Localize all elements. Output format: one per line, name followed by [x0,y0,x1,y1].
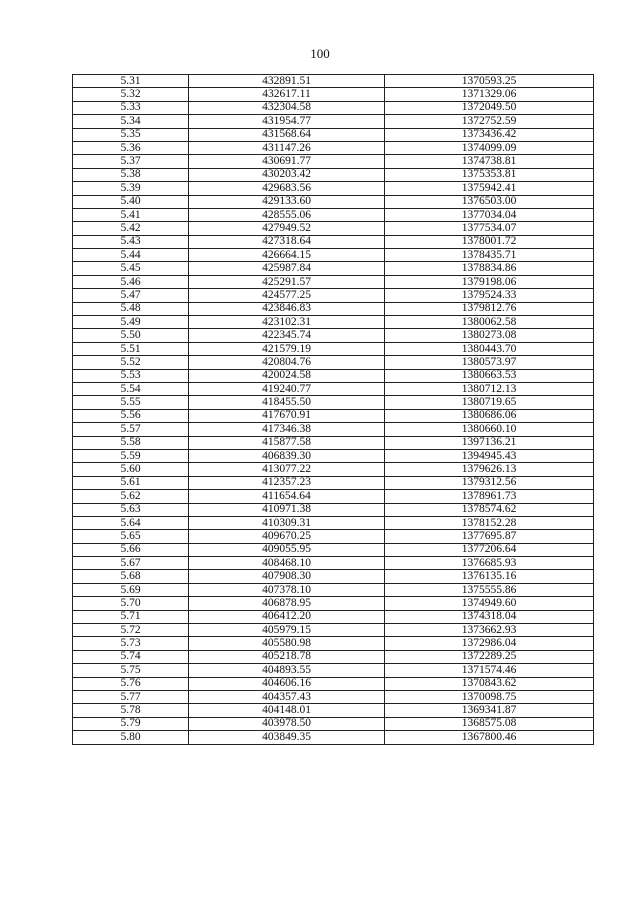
x-coordinate-cell: 405979.15 [189,624,385,637]
table-row [73,128,594,141]
x-coordinate-cell: 422345.74 [189,329,385,342]
x-coordinate-cell: 406839.30 [189,449,385,462]
point-number-cell: 5.71 [73,610,189,623]
x-coordinate-cell: 429133.60 [189,195,385,208]
y-coordinate-cell: 1377034.04 [385,208,594,221]
x-coordinate-cell: 427318.64 [189,235,385,248]
table-row [73,249,594,262]
x-coordinate-cell: 407378.10 [189,583,385,596]
point-number-cell: 5.41 [73,208,189,221]
x-coordinate-cell: 407908.30 [189,570,385,583]
y-coordinate-cell: 1380443.70 [385,342,594,355]
x-coordinate-cell: 431954.77 [189,115,385,128]
x-coordinate-cell: 423102.31 [189,316,385,329]
x-coordinate-cell: 415877.58 [189,436,385,449]
y-coordinate-cell: 1372986.04 [385,637,594,650]
x-coordinate-cell: 430203.42 [189,168,385,181]
point-number-cell: 5.39 [73,182,189,195]
y-coordinate-cell: 1370593.25 [385,75,594,88]
x-coordinate-cell: 418455.50 [189,396,385,409]
table-row [73,101,594,114]
x-coordinate-cell: 432304.58 [189,101,385,114]
table-row [73,275,594,288]
point-number-cell: 5.33 [73,101,189,114]
y-coordinate-cell: 1378574.62 [385,503,594,516]
point-number-cell: 5.54 [73,382,189,395]
point-number-cell: 5.57 [73,423,189,436]
y-coordinate-cell: 1378961.73 [385,490,594,503]
x-coordinate-cell: 411654.64 [189,490,385,503]
x-coordinate-cell: 424577.25 [189,289,385,302]
x-coordinate-cell: 417346.38 [189,423,385,436]
y-coordinate-cell: 1380062.58 [385,316,594,329]
x-coordinate-cell: 403849.35 [189,731,385,744]
table-row [73,664,594,677]
table-row [73,704,594,717]
y-coordinate-cell: 1376685.93 [385,557,594,570]
point-number-cell: 5.35 [73,128,189,141]
y-coordinate-cell: 1374099.09 [385,141,594,154]
table-row [73,356,594,369]
coordinates-table-body [73,75,594,745]
point-number-cell: 5.31 [73,75,189,88]
x-coordinate-cell: 421579.19 [189,342,385,355]
y-coordinate-cell: 1374318.04 [385,610,594,623]
x-coordinate-cell: 432891.51 [189,75,385,88]
table-row [73,490,594,503]
x-coordinate-cell: 412357.23 [189,476,385,489]
table-row [73,396,594,409]
point-number-cell: 5.42 [73,222,189,235]
x-coordinate-cell: 406412.20 [189,610,385,623]
point-number-cell: 5.52 [73,356,189,369]
point-number-cell: 5.46 [73,275,189,288]
point-number-cell: 5.45 [73,262,189,275]
x-coordinate-cell: 417670.91 [189,409,385,422]
y-coordinate-cell: 1379312.56 [385,476,594,489]
y-coordinate-cell: 1377695.87 [385,530,594,543]
x-coordinate-cell: 419240.77 [189,382,385,395]
x-coordinate-cell: 430691.77 [189,155,385,168]
y-coordinate-cell: 1380712.13 [385,382,594,395]
y-coordinate-cell: 1397136.21 [385,436,594,449]
table-row [73,436,594,449]
y-coordinate-cell: 1380663.53 [385,369,594,382]
x-coordinate-cell: 410971.38 [189,503,385,516]
table-row [73,677,594,690]
y-coordinate-cell: 1372752.59 [385,115,594,128]
x-coordinate-cell: 404357.43 [189,690,385,703]
y-coordinate-cell: 1378001.72 [385,235,594,248]
x-coordinate-cell: 409055.95 [189,543,385,556]
table-row [73,557,594,570]
x-coordinate-cell: 409670.25 [189,530,385,543]
y-coordinate-cell: 1379812.76 [385,302,594,315]
point-number-cell: 5.56 [73,409,189,422]
y-coordinate-cell: 1378152.28 [385,516,594,529]
y-coordinate-cell: 1371329.06 [385,88,594,101]
point-number-cell: 5.69 [73,583,189,596]
y-coordinate-cell: 1368575.08 [385,717,594,730]
point-number-cell: 5.76 [73,677,189,690]
table-row [73,382,594,395]
table-row [73,182,594,195]
table-row [73,423,594,436]
table-row [73,195,594,208]
point-number-cell: 5.49 [73,316,189,329]
y-coordinate-cell: 1379524.33 [385,289,594,302]
point-number-cell: 5.80 [73,731,189,744]
point-number-cell: 5.58 [73,436,189,449]
y-coordinate-cell: 1374949.60 [385,597,594,610]
table-row [73,329,594,342]
point-number-cell: 5.61 [73,476,189,489]
x-coordinate-cell: 425291.57 [189,275,385,288]
x-coordinate-cell: 408468.10 [189,557,385,570]
x-coordinate-cell: 428555.06 [189,208,385,221]
y-coordinate-cell: 1377534.07 [385,222,594,235]
x-coordinate-cell: 404606.16 [189,677,385,690]
x-coordinate-cell: 405580.98 [189,637,385,650]
y-coordinate-cell: 1378435.71 [385,249,594,262]
y-coordinate-cell: 1370098.75 [385,690,594,703]
table-row [73,503,594,516]
x-coordinate-cell: 432617.11 [189,88,385,101]
point-number-cell: 5.75 [73,664,189,677]
x-coordinate-cell: 403978.50 [189,717,385,730]
table-row [73,88,594,101]
point-number-cell: 5.74 [73,650,189,663]
point-number-cell: 5.51 [73,342,189,355]
point-number-cell: 5.43 [73,235,189,248]
y-coordinate-cell: 1380273.08 [385,329,594,342]
table-row [73,690,594,703]
point-number-cell: 5.36 [73,141,189,154]
table-row [73,449,594,462]
point-number-cell: 5.34 [73,115,189,128]
y-coordinate-cell: 1367800.46 [385,731,594,744]
y-coordinate-cell: 1376503.00 [385,195,594,208]
y-coordinate-cell: 1380719.65 [385,396,594,409]
x-coordinate-cell: 425987.84 [189,262,385,275]
y-coordinate-cell: 1370843.62 [385,677,594,690]
table-row [73,302,594,315]
table-row [73,289,594,302]
table-row [73,115,594,128]
x-coordinate-cell: 406878.95 [189,597,385,610]
point-number-cell: 5.63 [73,503,189,516]
point-number-cell: 5.55 [73,396,189,409]
y-coordinate-cell: 1375555.86 [385,583,594,596]
point-number-cell: 5.44 [73,249,189,262]
y-coordinate-cell: 1380660.10 [385,423,594,436]
x-coordinate-cell: 404148.01 [189,704,385,717]
table-row [73,409,594,422]
y-coordinate-cell: 1373662.93 [385,624,594,637]
x-coordinate-cell: 413077.22 [189,463,385,476]
y-coordinate-cell: 1372049.50 [385,101,594,114]
point-number-cell: 5.53 [73,369,189,382]
point-number-cell: 5.66 [73,543,189,556]
x-coordinate-cell: 404893.55 [189,664,385,677]
y-coordinate-cell: 1369341.87 [385,704,594,717]
point-number-cell: 5.70 [73,597,189,610]
y-coordinate-cell: 1376135.16 [385,570,594,583]
x-coordinate-cell: 423846.83 [189,302,385,315]
table-row [73,208,594,221]
y-coordinate-cell: 1377206.64 [385,543,594,556]
table-row [73,624,594,637]
y-coordinate-cell: 1375353.81 [385,168,594,181]
y-coordinate-cell: 1374738.81 [385,155,594,168]
table-row [73,369,594,382]
point-number-cell: 5.37 [73,155,189,168]
point-number-cell: 5.40 [73,195,189,208]
table-row [73,316,594,329]
table-row [73,731,594,744]
coordinates-table [72,74,594,745]
table-row [73,530,594,543]
table-row [73,155,594,168]
point-number-cell: 5.48 [73,302,189,315]
point-number-cell: 5.72 [73,624,189,637]
table-row [73,235,594,248]
point-number-cell: 5.78 [73,704,189,717]
x-coordinate-cell: 420804.76 [189,356,385,369]
point-number-cell: 5.77 [73,690,189,703]
y-coordinate-cell: 1380573.97 [385,356,594,369]
point-number-cell: 5.64 [73,516,189,529]
table-row [73,222,594,235]
table-row [73,141,594,154]
x-coordinate-cell: 420024.58 [189,369,385,382]
y-coordinate-cell: 1373436.42 [385,128,594,141]
point-number-cell: 5.68 [73,570,189,583]
x-coordinate-cell: 431568.64 [189,128,385,141]
table-row [73,168,594,181]
page-number: 100 [310,46,330,61]
table-row [73,75,594,88]
y-coordinate-cell: 1379626.13 [385,463,594,476]
x-coordinate-cell: 410309.31 [189,516,385,529]
y-coordinate-cell: 1378834.86 [385,262,594,275]
table-row [73,610,594,623]
point-number-cell: 5.73 [73,637,189,650]
table-row [73,516,594,529]
y-coordinate-cell: 1394945.43 [385,449,594,462]
point-number-cell: 5.67 [73,557,189,570]
point-number-cell: 5.38 [73,168,189,181]
table-row [73,597,594,610]
point-number-cell: 5.65 [73,530,189,543]
table-row [73,583,594,596]
point-number-cell: 5.32 [73,88,189,101]
table-row [73,543,594,556]
point-number-cell: 5.79 [73,717,189,730]
point-number-cell: 5.47 [73,289,189,302]
point-number-cell: 5.62 [73,490,189,503]
point-number-cell: 5.59 [73,449,189,462]
table-row [73,570,594,583]
x-coordinate-cell: 429683.56 [189,182,385,195]
point-number-cell: 5.60 [73,463,189,476]
table-row [73,342,594,355]
table-row [73,463,594,476]
table-row [73,717,594,730]
y-coordinate-cell: 1371574.46 [385,664,594,677]
table-row [73,476,594,489]
table-row [73,637,594,650]
y-coordinate-cell: 1375942.41 [385,182,594,195]
y-coordinate-cell: 1380686.06 [385,409,594,422]
y-coordinate-cell: 1372289.25 [385,650,594,663]
x-coordinate-cell: 405218.78 [189,650,385,663]
x-coordinate-cell: 426664.15 [189,249,385,262]
point-number-cell: 5.50 [73,329,189,342]
x-coordinate-cell: 431147.26 [189,141,385,154]
y-coordinate-cell: 1379198.06 [385,275,594,288]
table-row [73,262,594,275]
x-coordinate-cell: 427949.52 [189,222,385,235]
table-row [73,650,594,663]
